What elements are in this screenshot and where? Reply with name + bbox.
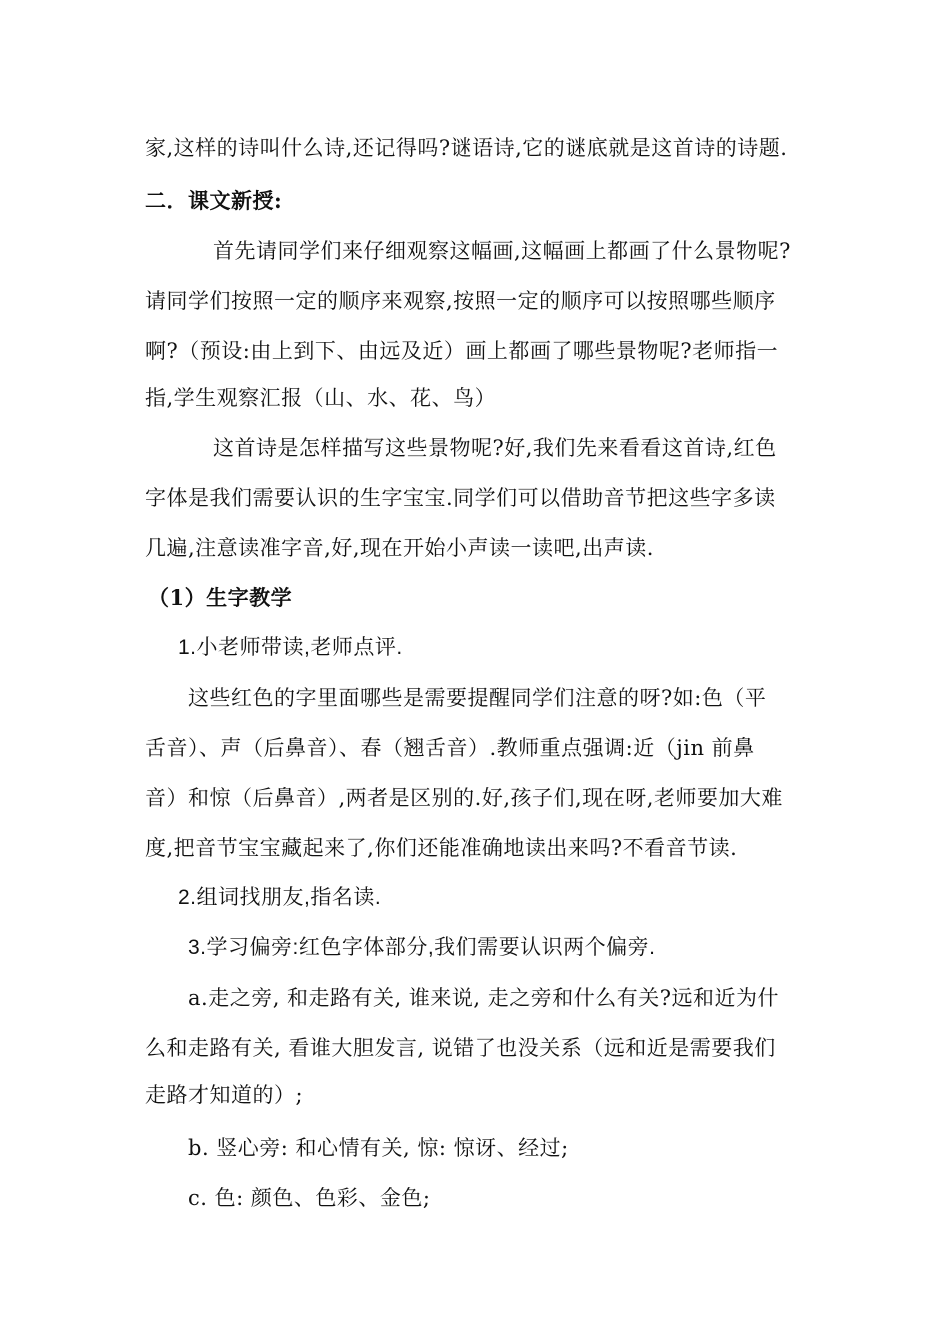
paragraph-line: 么和走路有关, 看谁大胆发言, 说错了也没关系（远和近是需要我们 <box>145 1036 776 1060</box>
paragraph-line: 走路才知道的）; <box>145 1083 304 1107</box>
paragraph-line: 啊?（预设:由上到下、由远及近）画上都画了哪些景物呢?老师指一 <box>145 339 779 363</box>
paragraph-line: 度,把音节宝宝藏起来了,你们还能准确地读出来吗?不看音节读. <box>145 836 738 860</box>
paragraph-line: 字体是我们需要认识的生字宝宝.同学们可以借助音节把这些字多读 <box>145 486 776 510</box>
section-heading: 二．课文新授: <box>145 188 283 213</box>
paragraph-line: 指,学生观察汇报（山、水、花、鸟） <box>145 386 497 410</box>
paragraph-line: 这些红色的字里面哪些是需要提醒同学们注意的呀?如:色（平 <box>188 686 767 710</box>
paragraph-line: 请同学们按照一定的顺序来观察,按照一定的顺序可以按照哪些顺序 <box>145 289 776 313</box>
paragraph-line: 家,这样的诗叫什么诗,还记得吗?谜语诗,它的谜底就是这首诗的诗题. <box>145 136 788 160</box>
paragraph-line: 舌音）、声（后鼻音）、春（翘舌音）.教师重点强调:近（jin 前鼻 <box>145 736 755 760</box>
paragraph-line: a.走之旁, 和走路有关, 谁来说, 走之旁和什么有关?远和近为什 <box>188 986 780 1010</box>
subsection-heading: （1）生字教学 <box>148 585 293 610</box>
paragraph-line: 2.组词找朋友,指名读. <box>178 886 382 909</box>
paragraph-line: 3.学习偏旁:红色字体部分,我们需要认识两个偏旁. <box>188 936 656 959</box>
paragraph-line: 首先请同学们来仔细观察这幅画,这幅画上都画了什么景物呢? <box>213 239 791 263</box>
paragraph-line: c. 色: 颜色、色彩、金色; <box>188 1186 431 1210</box>
paragraph-line: 几遍,注意读准字音,好,现在开始小声读一读吧,出声读. <box>145 536 654 560</box>
paragraph-line: 1.小老师带读,老师点评. <box>178 636 403 659</box>
paragraph-line: b. 竖心旁: 和心情有关, 惊: 惊讶、经过; <box>188 1136 569 1160</box>
paragraph-line: 这首诗是怎样描写这些景物呢?好,我们先来看看这首诗,红色 <box>213 436 777 460</box>
paragraph-line: 音）和惊（后鼻音）,两者是区别的.好,孩子们,现在呀,老师要加大难 <box>145 786 783 810</box>
